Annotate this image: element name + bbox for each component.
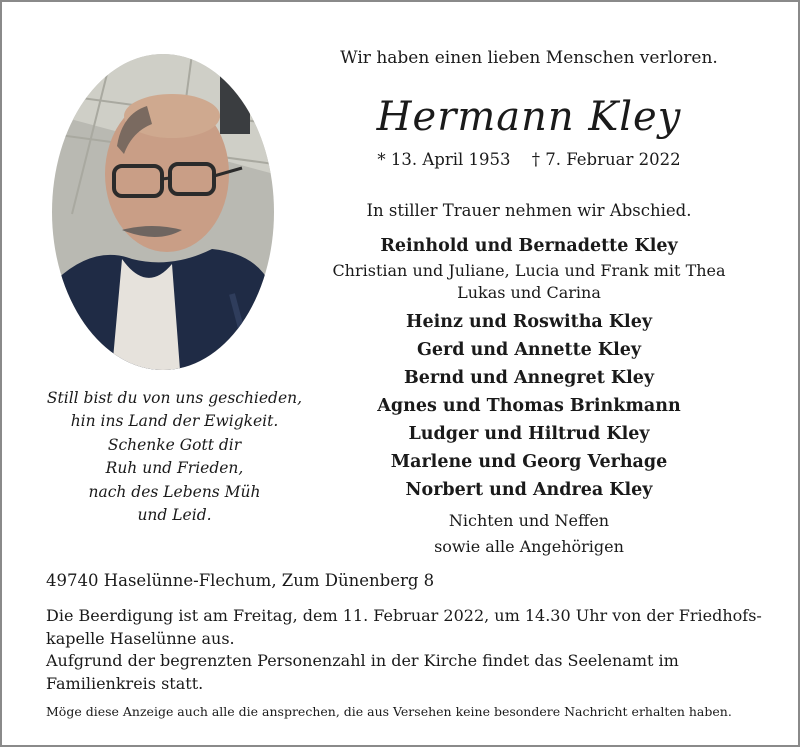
mourner-name: Bernd und Annegret Kley xyxy=(403,368,655,388)
funeral-details xyxy=(46,605,766,695)
mourner-children: Christian und Juliane, Lucia und Frank mit Thea xyxy=(332,261,726,280)
deceased-name: Hermann Kley xyxy=(376,94,682,140)
poem-line: Schenke Gott dir xyxy=(107,435,242,454)
all-relatives: sowie alle Angehörigen xyxy=(434,537,624,556)
nieces-nephews: Nichten und Neffen xyxy=(448,511,610,530)
poem-line: und Leid. xyxy=(137,506,212,525)
family-address: 49740 Haselünne-Flechum, Zum Dünenberg 8 xyxy=(46,571,435,590)
poem-line: Ruh und Frieden, xyxy=(105,459,244,478)
poem-line: nach des Lebens Müh xyxy=(88,482,261,501)
mourner-name: Ludger und Hiltrud Kley xyxy=(408,424,650,444)
mourner-name: Reinhold und Bernadette Kley xyxy=(380,236,678,256)
funeral-line: Familienkreis statt. xyxy=(46,673,204,693)
life-dates xyxy=(320,150,738,169)
death-date: † 7. Februar 2022 xyxy=(531,150,681,169)
footnote: Möge diese Anzeige auch alle die ansprechen, die aus Versehen keine besondere Nachricht erhalten haben. xyxy=(46,704,732,719)
portrait-image xyxy=(52,54,274,370)
poem-line: Still bist du von uns geschieden, xyxy=(46,389,303,407)
funeral-line: Die Beerdigung ist am Freitag, dem 11. Februar 2022, um 14.30 Uhr von der Friedhofs- xyxy=(46,606,762,625)
mourner-extra xyxy=(320,508,738,560)
poem-line: hin ins Land der Ewigkeit. xyxy=(70,412,279,431)
mourner-name: Heinz und Roswitha Kley xyxy=(405,312,653,332)
memorial-poem xyxy=(42,387,307,527)
funeral-line: kapelle Haselünne aus. xyxy=(46,628,235,648)
intro-text: Wir haben einen lieben Menschen verloren. xyxy=(340,48,718,68)
funeral-line: Aufgrund der begrenzten Personenzahl in der Kirche findet das Seelenamt im xyxy=(46,651,679,670)
mourner-children: Lukas und Carina xyxy=(457,283,601,302)
mourners-list xyxy=(320,232,738,560)
mourner-name: Norbert und Andrea Kley xyxy=(405,480,653,500)
portrait-photo xyxy=(52,54,274,370)
mourner-name: Marlene und Georg Verhage xyxy=(390,452,668,472)
birth-date: * 13. April 1953 xyxy=(377,150,511,169)
mourner-name: Gerd und Annette Kley xyxy=(416,340,642,360)
farewell-text: In stiller Trauer nehmen wir Abschied. xyxy=(366,201,692,220)
mourner-name: Agnes und Thomas Brinkmann xyxy=(377,396,681,416)
